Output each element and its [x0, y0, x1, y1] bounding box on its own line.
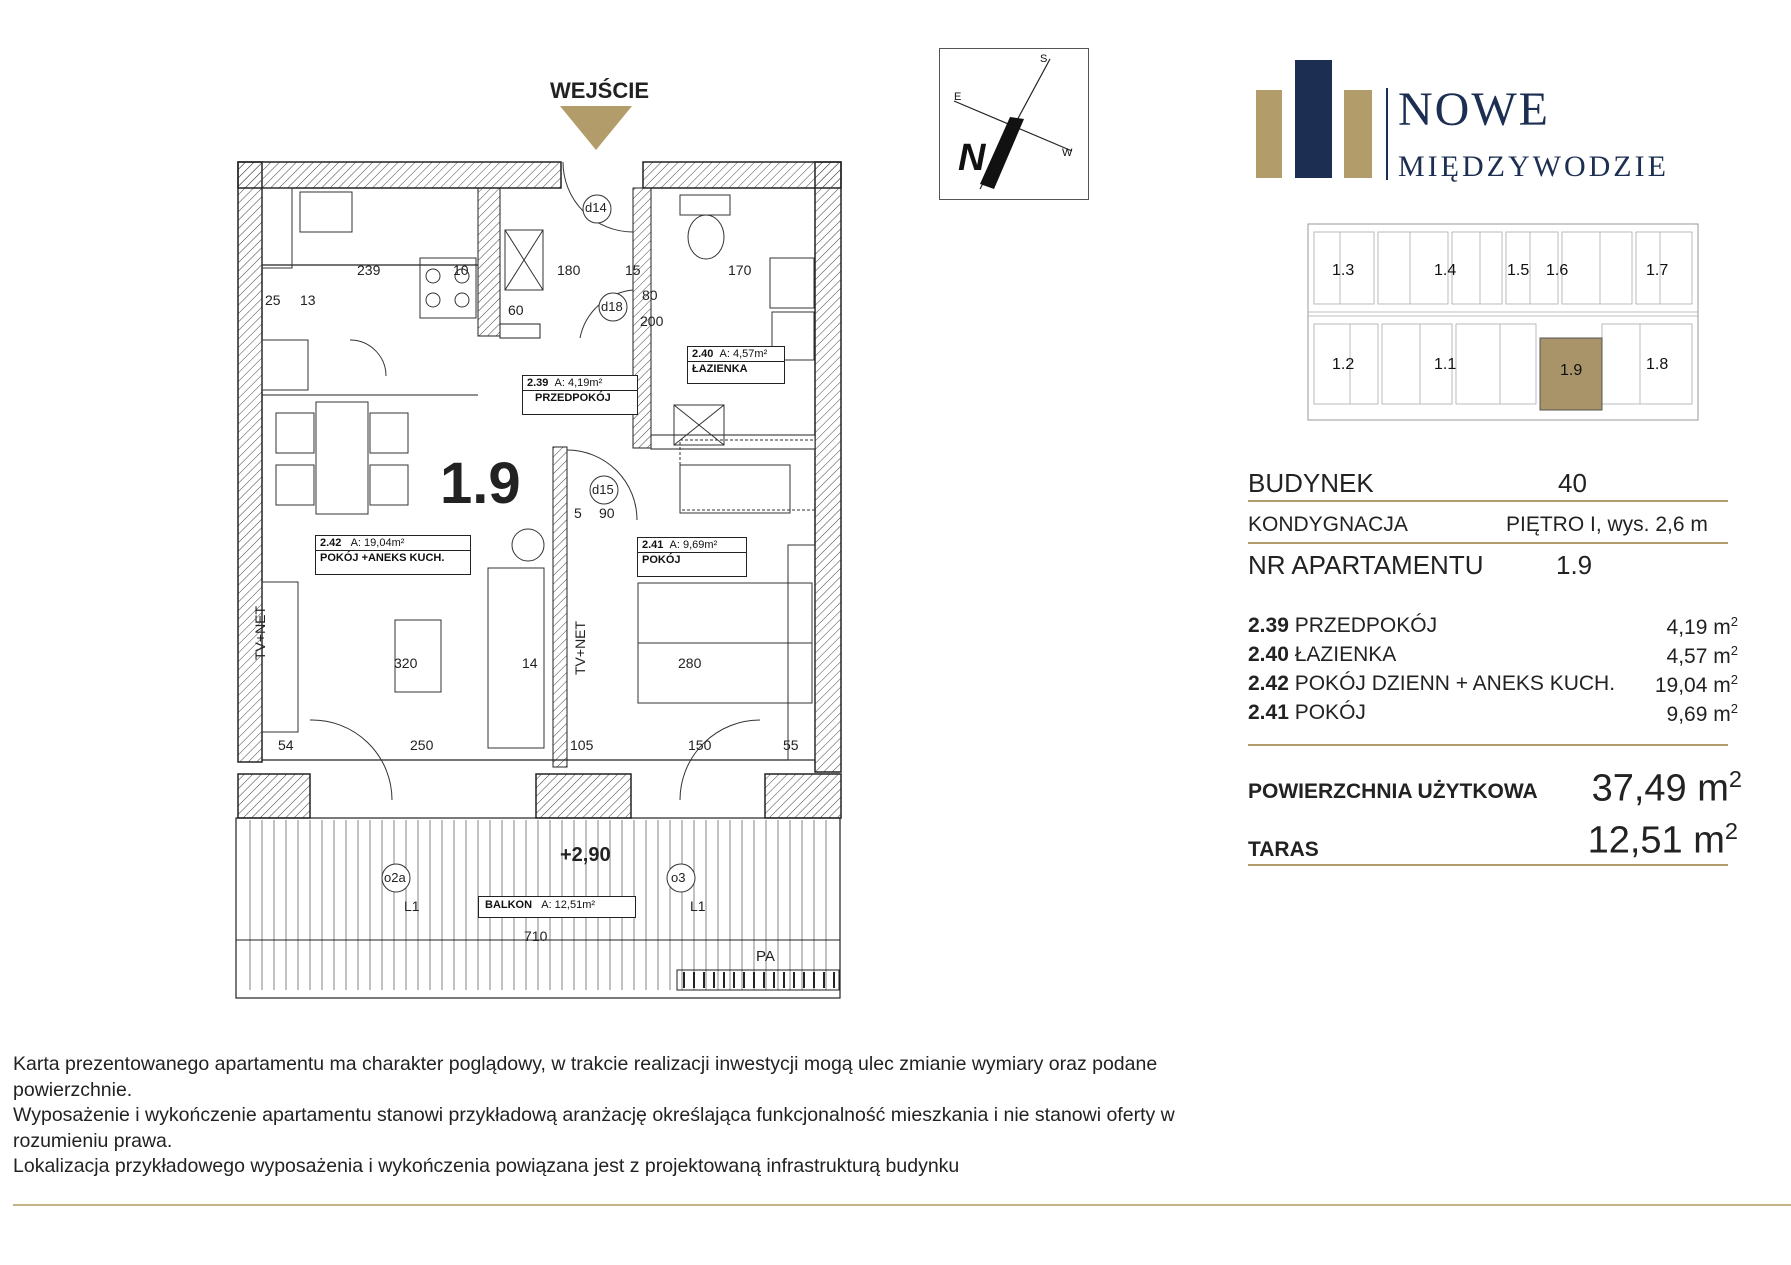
dim: 239 — [357, 262, 381, 278]
key-unit-1.6: 1.6 — [1546, 262, 1569, 279]
brand-name-line1: NOWE — [1398, 83, 1550, 136]
bottom-divider — [13, 1204, 1791, 1206]
floor-level: +2,90 — [560, 844, 611, 866]
room-tag-pokoj-aneks: 2.42 A: 19,04m² POKÓJ +ANEKS KUCH. — [315, 535, 471, 575]
compass-south: S — [1040, 53, 1048, 65]
logo-bars-icon — [1256, 60, 1372, 178]
dim: 13 — [300, 292, 316, 308]
apartment-number-large: 1.9 — [440, 451, 521, 516]
usable-area-value: 37,49 $m^2$ — [1591, 766, 1742, 810]
door-tag-o3: o3 — [671, 870, 686, 885]
room-line: 2.42 POKÓJ DZIENN + ANEKS KUCH. 19,04 $m^2$ — [1248, 672, 1738, 697]
kondygnacja-value: PIĘTRO I, wys. 2,6 m — [1506, 513, 1708, 536]
key-unit-1.3: 1.3 — [1332, 262, 1355, 279]
terrace-value: 12,51 $m^2$ — [1587, 818, 1738, 862]
dim: 90 — [599, 505, 615, 521]
key-unit-1.7: 1.7 — [1646, 262, 1669, 279]
window-tag-2: L1 — [690, 898, 706, 914]
room-line: 2.39 PRZEDPOKÓJ 4,19 $m^2$ — [1248, 614, 1738, 639]
door-tag-d14: d14 — [585, 200, 607, 215]
room-line: 2.41 POKÓJ 9,69 $m^2$ — [1248, 701, 1738, 726]
dim: 710 — [524, 928, 548, 944]
usable-area-label: POWIERZCHNIA UŻYTKOWA — [1248, 780, 1538, 803]
dim: 25 — [265, 292, 281, 308]
dim: 55 — [783, 737, 799, 753]
kondygnacja-row — [1248, 513, 1728, 537]
key-unit-1.4: 1.4 — [1434, 262, 1457, 279]
key-unit-1.5: 1.5 — [1507, 262, 1530, 279]
kondygnacja-label: KONDYGNACJA — [1248, 513, 1408, 536]
disclaimer-line: Wyposażenie i wykończenie apartamentu stanowi przykładową aranżację określająca funkcjonalność mieszkania i nie stanowi oferty w rozumieniu prawa. — [13, 1104, 1175, 1152]
budynek-row — [1248, 468, 1728, 499]
usable-area-row — [1248, 766, 1742, 810]
dim: 5 — [574, 505, 582, 521]
dim: 280 — [678, 655, 702, 671]
brand-name-line2: MIĘDZYWODZIE — [1398, 150, 1669, 183]
nr-apartamentu-row — [1248, 550, 1728, 581]
door-tag-o2a: o2a — [384, 870, 406, 885]
compass-west: W — [1062, 147, 1073, 159]
compass-north: N — [958, 137, 986, 179]
dim: 180 — [557, 262, 581, 278]
room-line: 2.40 ŁAZIENKA 4,57 $m^2$ — [1248, 643, 1738, 668]
tv-label-1: TV+NET — [252, 605, 268, 660]
dim: 250 — [410, 737, 434, 753]
entry-arrow — [560, 106, 632, 150]
dim: 320 — [394, 655, 418, 671]
budynek-value: 40 — [1558, 468, 1587, 498]
compass — [939, 48, 1089, 200]
key-plan — [1300, 212, 1706, 442]
key-unit-1.1: 1.1 — [1434, 356, 1457, 373]
dim: 80 — [642, 287, 658, 303]
disclaimer-line: Lokalizacja przykładowego wyposażenia i wykończenia powiązana jest z projektowaną infrastrukturą budynku — [13, 1155, 960, 1177]
room-tag-przedpokoj: 2.39 A: 4,19m² PRZEDPOKÓJ — [522, 375, 638, 415]
compass-east: E — [954, 91, 962, 103]
room-tag-lazienka: 2.40 A: 4,57m² ŁAZIENKA — [687, 346, 785, 384]
pa-label: PA — [756, 948, 775, 965]
key-unit-1.2: 1.2 — [1332, 356, 1355, 373]
dim: 105 — [570, 737, 594, 753]
key-unit-1.9: 1.9 — [1560, 362, 1583, 379]
room-tag-pokoj: 2.41 A: 9,69m² POKÓJ — [637, 537, 747, 577]
dim: 60 — [508, 302, 524, 318]
dim: 150 — [688, 737, 712, 753]
disclaimer — [13, 1052, 1243, 1180]
door-tag-d18: d18 — [601, 299, 623, 314]
key-unit-1.8: 1.8 — [1646, 356, 1669, 373]
disclaimer-line: Karta prezentowanego apartamentu ma charakter poglądowy, w trakcie realizacji inwestycji mogą ulec zmianie wymiary oraz podane powierzchnie. — [13, 1053, 1158, 1101]
nr-apartamentu-label: NR APARTAMENTU — [1248, 550, 1484, 580]
terrace-row — [1248, 816, 1738, 862]
budynek-label: BUDYNEK — [1248, 468, 1374, 498]
nr-apartamentu-value: 1.9 — [1556, 550, 1593, 580]
dim: 170 — [728, 262, 752, 278]
terrace-label: TARAS — [1248, 838, 1319, 861]
door-tag-d15: d15 — [592, 482, 614, 497]
dim: 14 — [522, 655, 538, 671]
dim: 200 — [640, 313, 664, 329]
window-tag-1: L1 — [404, 898, 420, 914]
dim: 15 — [625, 262, 641, 278]
floor-plan-drawing — [0, 0, 860, 1010]
dim: 54 — [278, 737, 294, 753]
room-tag-balkon: BALKON A: 12,51m² — [478, 896, 636, 918]
key-plan-drawing — [1300, 212, 1706, 442]
tv-label-2: TV+NET — [572, 620, 588, 675]
entry-label: WEJŚCIE — [550, 78, 650, 103]
dim: 10 — [453, 262, 469, 278]
